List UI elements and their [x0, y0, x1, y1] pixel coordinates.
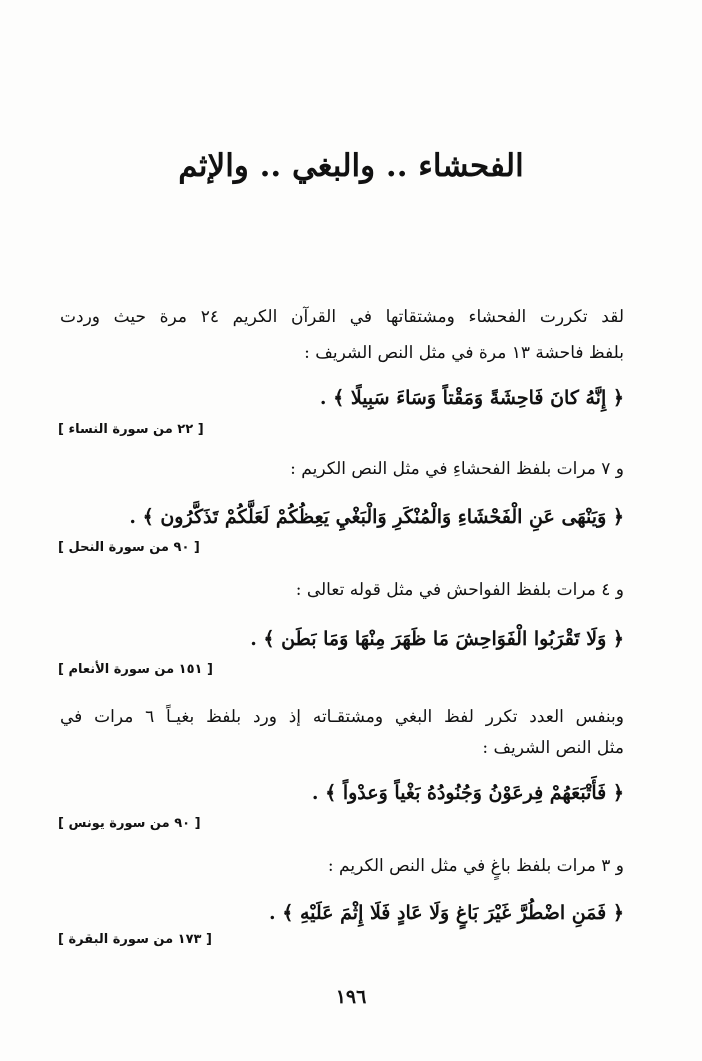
- verse-nisa: ﴿ إِنَّهُ كانَ فَاحِشَةً وَمَقْتاً وَسَاءَ سَبِيلًا ﴾ .: [319, 387, 624, 409]
- paragraph-fawahish-count: و ٤ مرات بلفظ الفواحش في مثل قوله تعالى :: [295, 580, 624, 600]
- verse-anam: ﴿ وَلَا تَقْرَبُوا الْفَوَاحِشَ مَا ظَهَرَ مِنْهَا وَمَا بَطَن ﴾ .: [250, 628, 624, 650]
- reference-nahl: [ ٩٠ من سورة النحل ]: [58, 540, 200, 555]
- reference-anam: [ ١٥١ من سورة الأنعام ]: [58, 662, 213, 677]
- verse-yunus: ﴿ فَأَتْبَعَهُمْ فِرعَوْنُ وَجُنُودُهُ بَغْياً وَعدْواً ﴾ .: [311, 782, 624, 804]
- intro-line-1: لقد تكررت الفحشاء ومشتقاتها في القرآن الكريم ٢٤ مرة حيث وردت: [60, 307, 624, 327]
- page-title: الفحشاء .. والبغي .. والإثم: [178, 148, 524, 184]
- reference-baqara: [ ١٧٣ من سورة البقرة ]: [58, 932, 212, 947]
- reference-yunus: [ ٩٠ من سورة يونس ]: [58, 816, 201, 831]
- reference-nisa: [ ٢٢ من سورة النساء ]: [58, 422, 204, 437]
- verse-baqara: ﴿ فَمَنِ اضْطُرَّ غَيْرَ بَاغٍ وَلَا عَادٍ فَلَا إِثْمَ عَلَيْهِ ﴾ .: [269, 902, 624, 924]
- paragraph-baghy-line-1: وبنفس العدد تكرر لفظ البغي ومشتقـاته إذ ورد بلفظ بغيـاً ٦ مرات في: [60, 707, 624, 727]
- paragraph-fahsha-count: و ٧ مرات بلفظ الفحشاءِ في مثل النص الكريم :: [290, 459, 624, 479]
- paragraph-baghy-line-2: مثل النص الشريف :: [482, 738, 624, 758]
- page-number: ١٩٦: [335, 986, 367, 1008]
- intro-line-2: بلفظ فاحشة ١٣ مرة في مثل النص الشريف :: [304, 343, 624, 363]
- verse-nahl: ﴿ وَيَنْهَى عَنِ الْفَحْشَاءِ وَالْمُنْكَرِ وَالْبَغْيِ يَعِظُكُمْ لَعَلَّكُمْ تَذَكَّرُون ﴾ .: [129, 506, 624, 528]
- paragraph-bagh-count: و ٣ مرات بلفظ باغٍ في مثل النص الكريم :: [327, 856, 624, 876]
